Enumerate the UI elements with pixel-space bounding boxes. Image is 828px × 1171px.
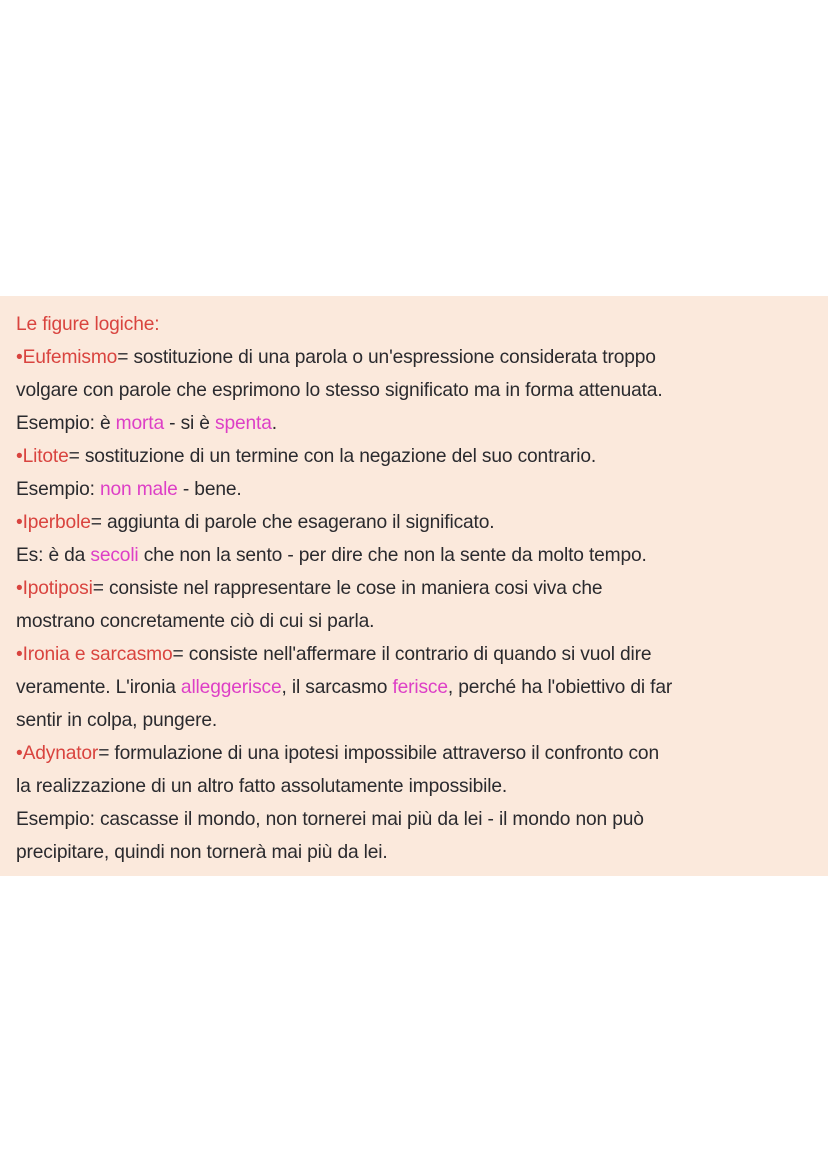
figure-litote-example <box>16 473 818 506</box>
figure-eufemismo-example <box>16 407 818 440</box>
definition-text: , perché ha l'obiettivo di far <box>447 677 673 698</box>
bullet-icon: • <box>16 347 23 368</box>
example-continuation: precipitare, quindi non tornerà mai più da lei. <box>16 842 388 863</box>
bullet-icon: • <box>16 512 23 533</box>
figure-eufemismo-definition <box>16 341 818 374</box>
example-text: . <box>271 413 277 434</box>
definition-text: = sostituzione di un termine con la negazione del suo contrario. <box>68 446 597 467</box>
highlight-word: spenta <box>215 413 272 434</box>
definition-text: = formulazione di una ipotesi impossibile attraverso il confronto con <box>98 743 659 764</box>
bullet-icon: • <box>16 644 23 665</box>
example-text: - si è <box>163 413 216 434</box>
highlight-word: morta <box>115 413 164 434</box>
highlight-word: secoli <box>90 545 139 566</box>
term-eufemismo: Eufemismo <box>22 347 118 368</box>
section-title: Le figure logiche: <box>16 314 160 335</box>
highlight-word: ferisce <box>392 677 448 698</box>
definition-text: = sostituzione di una parola o un'espressione considerata troppo <box>117 347 656 368</box>
notes-panel <box>0 296 828 876</box>
definition-text: veramente. L'ironia <box>16 677 181 698</box>
definition-text: , il sarcasmo <box>281 677 393 698</box>
figure-adynator-example: Esempio: cascasse il mondo, non tornerei mai più da lei - il mondo non può <box>16 809 644 830</box>
figure-adynator-definition <box>16 737 818 770</box>
definition-continuation: volgare con parole che esprimono lo stesso significato ma in forma attenuata. <box>16 380 663 401</box>
highlight-word: alleggerisce <box>180 677 282 698</box>
bullet-icon: • <box>16 578 23 599</box>
definition-text: = consiste nel rappresentare le cose in maniera cosi viva che <box>92 578 603 599</box>
term-ironia-sarcasmo: Ironia e sarcasmo <box>22 644 173 665</box>
example-text: - bene. <box>177 479 242 500</box>
term-litote: Litote <box>22 446 69 467</box>
example-text: che non la sento - per dire che non la sente da molto tempo. <box>138 545 647 566</box>
definition-continuation <box>16 671 818 704</box>
term-ipotiposi: Ipotiposi <box>22 578 93 599</box>
bullet-icon: • <box>16 446 23 467</box>
definition-continuation: mostrano concretamente ciò di cui si parla. <box>16 611 375 632</box>
figure-ipotiposi-definition <box>16 572 818 605</box>
term-adynator: Adynator <box>22 743 99 764</box>
definition-continuation: sentir in colpa, pungere. <box>16 710 218 731</box>
figure-iperbole-example <box>16 539 818 572</box>
example-text: Es: è da <box>16 545 91 566</box>
figure-ironia-definition <box>16 638 818 671</box>
definition-continuation: la realizzazione di un altro fatto assolutamente impossibile. <box>16 776 508 797</box>
highlight-word: non male <box>99 479 178 500</box>
example-text: Esempio: è <box>16 413 116 434</box>
figure-litote-definition <box>16 440 818 473</box>
definition-text: = aggiunta di parole che esagerano il significato. <box>90 512 495 533</box>
figure-iperbole-definition <box>16 506 818 539</box>
definition-text: = consiste nell'affermare il contrario di quando si vuol dire <box>172 644 652 665</box>
example-text: Esempio: <box>16 479 100 500</box>
bullet-icon: • <box>16 743 23 764</box>
term-iperbole: Iperbole <box>22 512 91 533</box>
